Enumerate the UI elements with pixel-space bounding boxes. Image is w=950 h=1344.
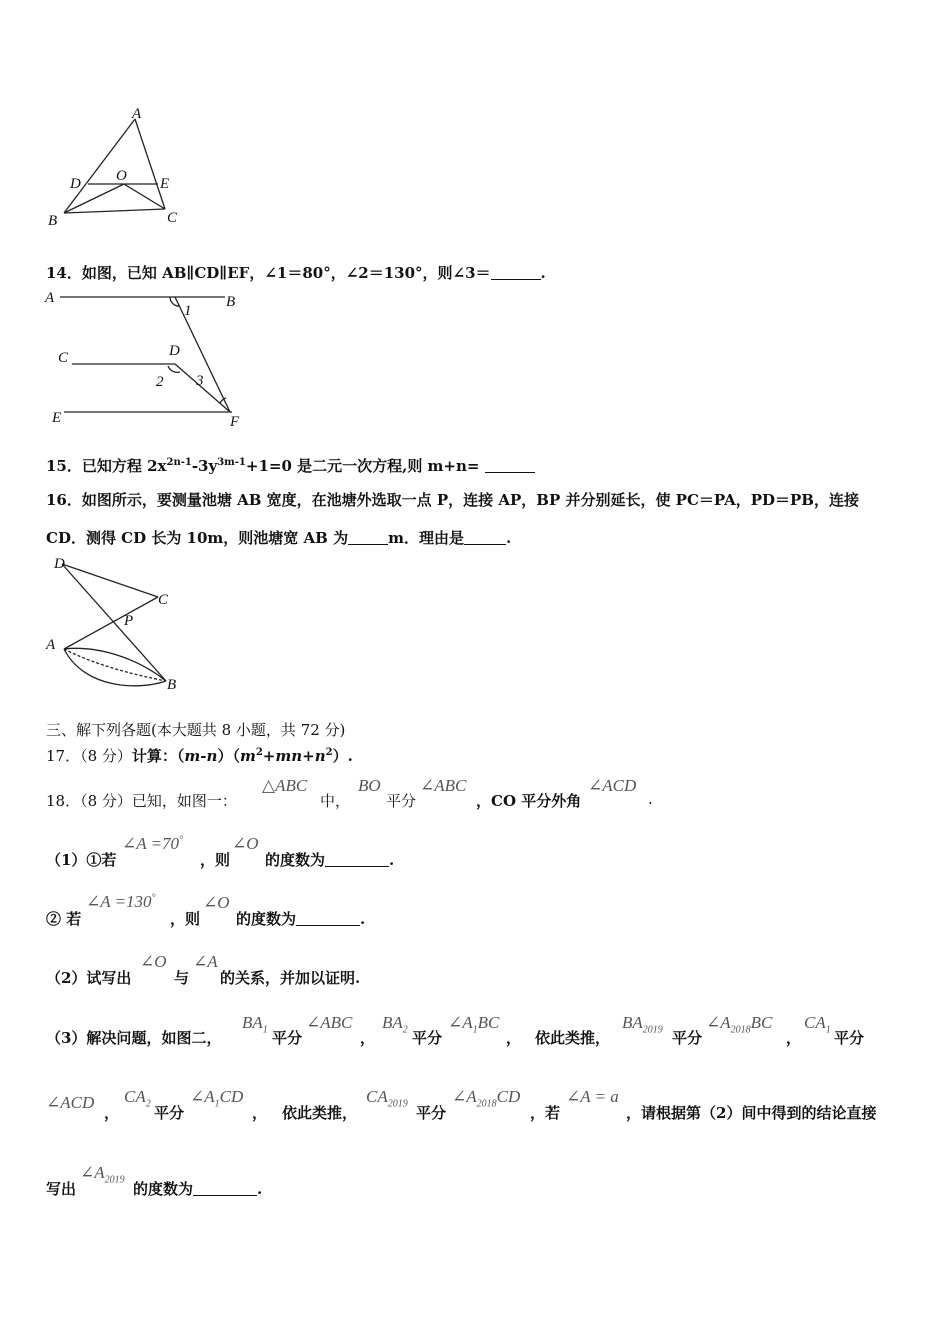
q18-angle-a-1: ∠A [193, 952, 218, 971]
q16-text-2b: m．理由是 [388, 529, 464, 547]
q18-comma-2: ， [506, 1029, 522, 1047]
q18-dushu-2-text: 的度数为 [236, 910, 297, 928]
q18-a2018bc-angle: ∠A [706, 1013, 731, 1032]
q18-pingfen-1: 平分 [386, 792, 417, 810]
q18-number: 18． [46, 792, 81, 810]
q18-ca2-sub: 2 [145, 1098, 151, 1110]
label-a: A [45, 290, 55, 306]
q18-xiechu: 写出 [46, 1180, 77, 1198]
q18-part1b-label: ② 若 [46, 910, 82, 928]
question-17 [46, 745, 353, 766]
q18-dushu-2: 的度数为 . [236, 910, 366, 928]
q18-ca2-text: CA [124, 1087, 146, 1106]
q18-ca2019-text: CA [366, 1087, 388, 1106]
label-d: D [169, 343, 180, 359]
question-16-line-1 [46, 489, 859, 510]
label-c: C [158, 592, 169, 608]
q17-text-2: ）（ [217, 747, 240, 765]
q16-text-2c: . [505, 529, 512, 547]
q18-a2018cd-sub: 2018 [476, 1098, 497, 1110]
q16-answer-blank-1[interactable] [348, 530, 388, 545]
q16-number: 16． [46, 491, 82, 509]
q18-a2018bc-bc: BC [750, 1013, 773, 1032]
figure-parallel-lines [40, 286, 260, 431]
q18-zhong: 中， [320, 792, 351, 810]
q18-pingfen-5: 平分 [834, 1029, 865, 1047]
figure-pond [40, 550, 200, 695]
q18-a130 [86, 892, 156, 912]
q18-ca2019 [366, 1087, 408, 1109]
q18-angle-a2019 [80, 1163, 125, 1185]
q17-expression-2a: m [239, 747, 256, 765]
q17-superscript-2: 2 [325, 747, 333, 758]
label-p: P [124, 613, 134, 629]
figure-triangle-doe [40, 100, 200, 225]
q18-part2-text: 的关系，并加以证明. [220, 969, 361, 987]
q18-answer-blank-3[interactable] [193, 1181, 257, 1196]
q15-answer-blank[interactable] [485, 458, 535, 473]
q18-a2019-sub: 2019 [104, 1174, 125, 1186]
label-c: C [167, 210, 178, 225]
label-b: B [226, 294, 236, 310]
angle-1-label: 1 [184, 303, 192, 319]
q18-part3-label: （3）解决问题，如图二， [46, 1029, 222, 1047]
q15-text-3: +1=0 是二元一次方程,则 m+n= [245, 457, 480, 475]
q18-angle-a1bc [448, 1013, 499, 1035]
q18-ba1-sub: 1 [262, 1024, 268, 1036]
q18-ba2-text: BA [382, 1013, 403, 1032]
q18-ba2019 [622, 1013, 663, 1035]
q18-a1bc-angle: ∠A [448, 1013, 473, 1032]
q18-dushu-3: 的度数为 . [133, 1180, 263, 1198]
q18-a2018bc-sub: 2018 [730, 1024, 751, 1036]
label-d: D [54, 556, 65, 572]
q17-number: 17． [46, 747, 81, 765]
q16-answer-blank-2[interactable] [464, 530, 506, 545]
q18-dushu-1: 的度数为 . [265, 851, 395, 869]
q18-angle-a2018cd [452, 1087, 520, 1109]
q18-comma-5: ， [252, 1104, 268, 1122]
q18-intro: （8 分）已知，如图一： [80, 792, 237, 810]
q18-qing: ，请根据第（2）间中得到的结论直接 [626, 1104, 877, 1122]
q15-text-1: 已知方程 2x [81, 457, 167, 475]
label-d: D [70, 176, 81, 192]
q18-ca2019-sub: 2019 [387, 1098, 408, 1110]
q17-text-1: 计算：（ [131, 747, 185, 765]
q18-ba1 [242, 1013, 268, 1035]
q18-ze-2: ，则 [170, 910, 201, 928]
q18-yici-2: 依此类推， [282, 1104, 358, 1122]
question-14 [46, 262, 546, 283]
q18-ba1-text: BA [242, 1013, 263, 1032]
q14-answer-blank[interactable] [491, 265, 541, 280]
q17-expression-2b: +mn+n [262, 747, 326, 765]
q18-angle-acd: ∠ACD [588, 776, 637, 795]
q18-pingfen-2: 平分 [272, 1029, 303, 1047]
q15-text-2: -3y [191, 457, 218, 475]
q18-angle-o-3: ∠O [140, 952, 167, 971]
q18-a1bc-bc: BC [477, 1013, 500, 1032]
q18-answer-blank-2[interactable] [296, 911, 360, 926]
q18-angle-acd-2: ∠ACD [46, 1093, 95, 1112]
q18-comma-4: ， [104, 1104, 120, 1122]
q18-ruo: ，若 [530, 1104, 561, 1122]
q18-comma-1: ， [360, 1029, 376, 1047]
q18-a70-degree: ° [179, 834, 184, 846]
q15-exponent-1: 2n-1 [166, 457, 192, 468]
q18-angle-abc: ∠ABC [420, 776, 467, 795]
q18-answer-blank-1[interactable] [325, 852, 389, 867]
q18-ba2 [382, 1013, 408, 1035]
q18-angle-abc-2: ∠ABC [306, 1013, 353, 1032]
label-e: E [160, 176, 170, 192]
q18-end: . [648, 790, 653, 808]
q15-exponent-2: 3m-1 [217, 457, 246, 468]
q17-text-3: ）. [332, 747, 353, 765]
q18-part2-label: （2）试写出 [46, 969, 132, 987]
q18-ba2019-sub: 2019 [642, 1024, 663, 1036]
question-18-intro [46, 790, 237, 811]
q18-pingfen-4: 平分 [672, 1029, 703, 1047]
question-16-line-2 [46, 527, 511, 548]
label-b: B [167, 677, 177, 693]
q18-co-text: ，CO 平分外角 [476, 792, 582, 810]
q18-comma-3: ， [786, 1029, 802, 1047]
q18-ca1-sub: 1 [825, 1024, 831, 1036]
q17-superscript: 2 [255, 747, 263, 758]
q18-dushu-3-text: 的度数为 [133, 1180, 194, 1198]
q18-ze-1: ，则 [200, 851, 231, 869]
q18-a1bc-sub: 1 [472, 1024, 478, 1036]
q18-ca2 [124, 1087, 151, 1109]
q18-ba2019-text: BA [622, 1013, 643, 1032]
q18-a70-text: ∠A =70 [122, 834, 180, 853]
label-o: O [116, 168, 127, 184]
q18-angle-o-1: ∠O [232, 834, 259, 853]
q18-a1cd-cd: CD [219, 1087, 244, 1106]
angle-2-label: 2 [156, 374, 164, 390]
q18-yici-1: 依此类推， [535, 1029, 611, 1047]
q16-text-1: 如图所示，要测量池塘 AB 宽度，在池塘外选取一点 P，连接 AP，BP 并分别延长，使 PC＝PA，PD＝PB，连接 [81, 491, 859, 509]
label-a: A [132, 106, 142, 122]
q18-pingfen-3: 平分 [412, 1029, 443, 1047]
q18-dushu-1-text: 的度数为 [265, 851, 326, 869]
q18-bo: BO [358, 776, 381, 795]
label-a: A [46, 637, 56, 653]
q14-end: . [540, 264, 546, 282]
q18-a2019-angle: ∠A [80, 1163, 105, 1182]
section-3-heading: 三、解下列各题(本大题共 8 小题，共 72 分) [46, 721, 346, 739]
q18-angle-a1cd [190, 1087, 243, 1109]
question-15 [46, 455, 535, 476]
q18-part1-label: （1）①若 [46, 851, 117, 869]
q18-ba2-sub: 2 [402, 1024, 408, 1036]
q18-triangle-abc: △ABC [262, 776, 308, 795]
q18-a-eq-alpha: ∠A = a [566, 1087, 619, 1106]
label-b: B [48, 213, 58, 225]
label-e: E [52, 410, 62, 426]
q18-yu: 与 [174, 969, 190, 987]
q18-pingfen-7: 平分 [416, 1104, 447, 1122]
q16-text-2a: CD．测得 CD 长为 10m，则池塘宽 AB 为 [46, 529, 349, 547]
q18-a2018cd-cd: CD [496, 1087, 521, 1106]
q17-expression-1: m-n [184, 747, 218, 765]
q17-score: （8 分） [80, 747, 132, 765]
q18-a70 [122, 834, 183, 854]
label-c: C [58, 350, 69, 366]
q18-pingfen-6: 平分 [154, 1104, 185, 1122]
q18-a130-degree: ° [151, 892, 156, 904]
q18-angle-a2018bc [706, 1013, 772, 1035]
q18-ca1-text: CA [804, 1013, 826, 1032]
q14-text: 如图，已知 AB∥CD∥EF，∠1＝80°，∠2＝130°，则∠3＝ [81, 264, 491, 282]
q18-a130-text: ∠A =130 [86, 892, 152, 911]
q15-number: 15． [46, 457, 82, 475]
label-f: F [230, 414, 240, 430]
q18-a1cd-angle: ∠A [190, 1087, 215, 1106]
q18-ca1 [804, 1013, 831, 1035]
angle-3-label: 3 [196, 373, 204, 389]
q18-a2018cd-angle: ∠A [452, 1087, 477, 1106]
q18-angle-o-2: ∠O [203, 893, 230, 912]
q18-a1cd-sub: 1 [214, 1098, 220, 1110]
q14-number: 14． [46, 264, 82, 282]
